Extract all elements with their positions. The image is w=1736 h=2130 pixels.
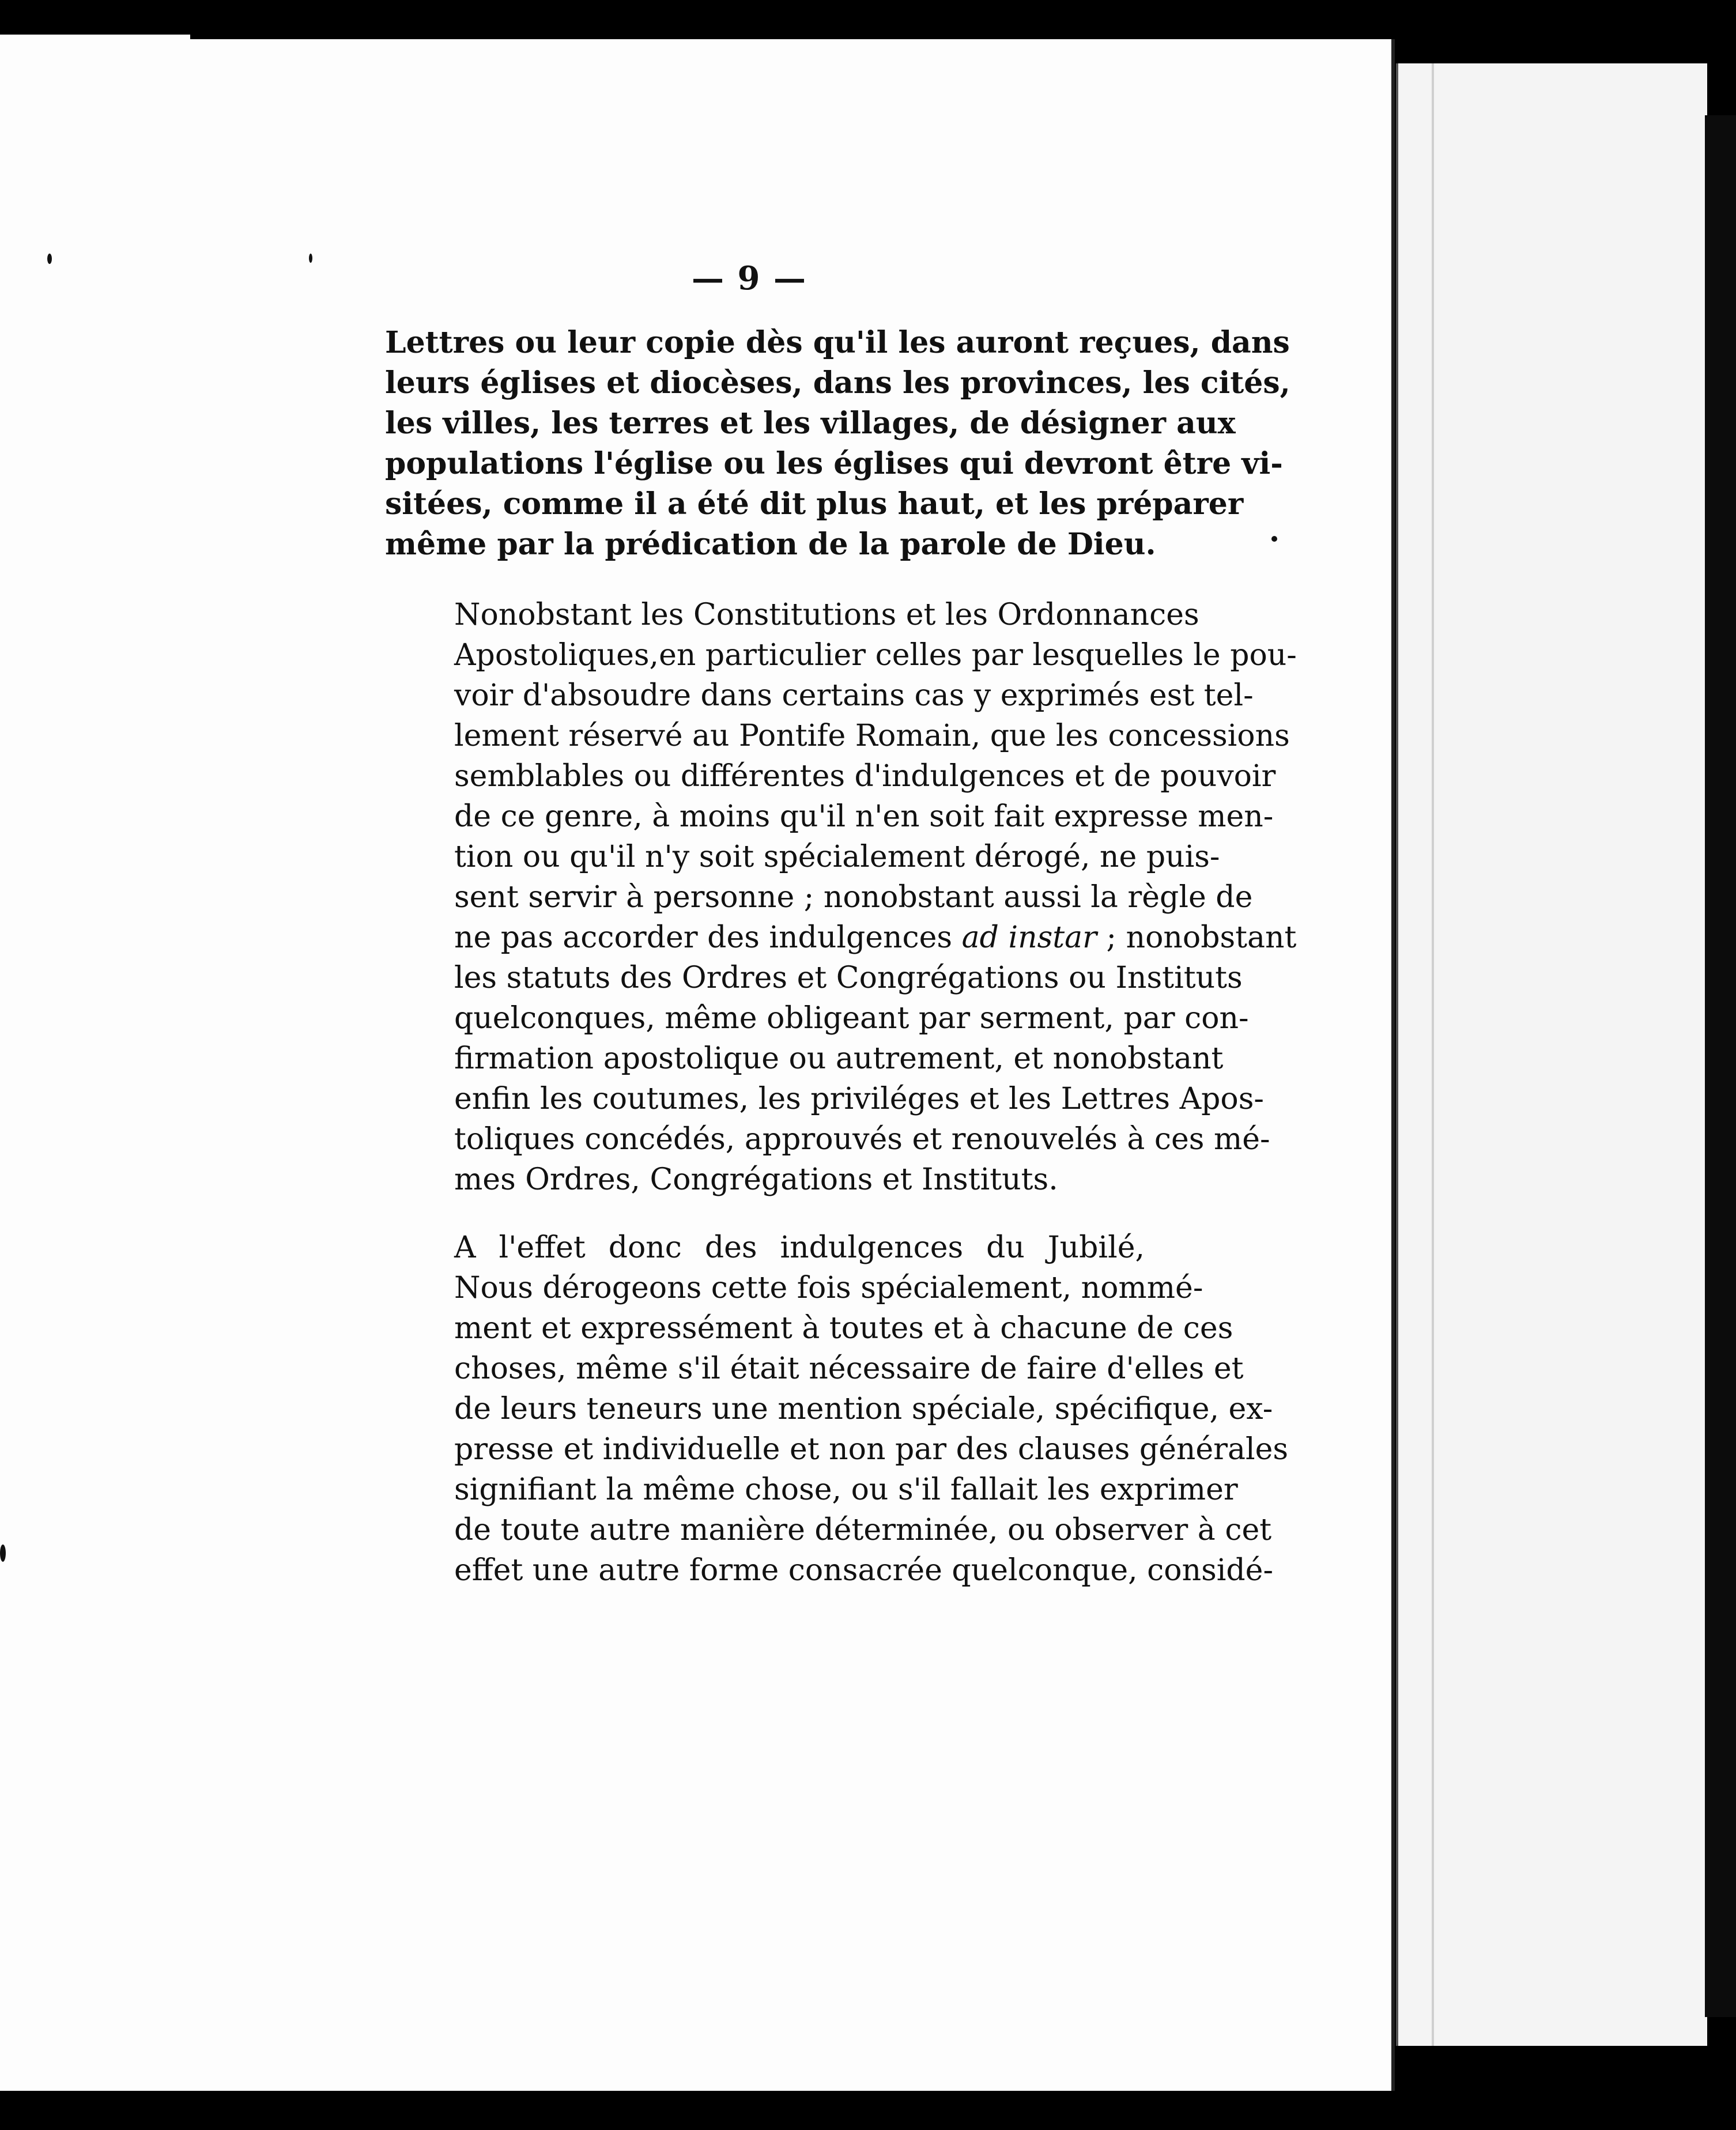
text-line: A l'effet donc des indulgences du Jubilé, (454, 1230, 1145, 1265)
text-line: même par la prédication de la parole de Dieu. (385, 527, 1156, 562)
scan-border-top (0, 0, 1736, 40)
text-line: de leurs teneurs une mention spéciale, spécifique, ex- (454, 1392, 1273, 1426)
text-line: ment et expressément à toutes et à chacune de ces (454, 1311, 1233, 1346)
text-line: firmation apostolique ou autrement, et nonobstant (454, 1041, 1224, 1076)
text-line: toliques concédés, approuvés et renouvelés à ces mé- (454, 1122, 1270, 1157)
scan-speck (309, 254, 312, 263)
page-number: — 9 — (692, 259, 807, 297)
text-line: Nonobstant les Constitutions et les Ordonnances (454, 598, 1199, 632)
paragraph-3 (385, 1228, 1289, 1591)
text-line: lement réservé au Pontife Romain, que les concessions (454, 719, 1290, 753)
text-line: enfin les coutumes, les priviléges et les Lettres Apos- (454, 1082, 1264, 1116)
text-line: tion ou qu'il n'y soit spécialement dérogé, ne puis- (454, 840, 1220, 874)
leaf-fold-line (1432, 63, 1434, 2046)
text-line: Nous dérogeons cette fois spécialement, nommé- (454, 1271, 1203, 1305)
scan-speck (0, 1544, 6, 1562)
text-line: sent servir à personne ; nonobstant aussi la règle de (454, 880, 1253, 915)
text-line: mes Ordres, Congrégations et Instituts. (454, 1162, 1058, 1197)
body-text (385, 323, 1297, 1591)
adjacent-leaf (1396, 63, 1707, 2046)
text-run: ; nonobstant (1097, 920, 1297, 955)
italic-phrase: ad instar (961, 920, 1097, 955)
text-line: Apostoliques,en particulier celles par lesquelles le pou- (454, 638, 1297, 673)
text-line: sitées, comme il a été dit plus haut, et les préparer (385, 486, 1244, 522)
text-line-with-italic (385, 917, 1297, 958)
text-line: effet une autre forme consacrée quelconque, considé- (454, 1553, 1274, 1588)
text-line: quelconques, même obligeant par serment, par con- (454, 1001, 1249, 1036)
text-line: populations l'église ou les églises qui devront être vi- (385, 446, 1283, 481)
text-line: de ce genre, à moins qu'il n'en soit fait expresse men- (454, 799, 1274, 834)
scan-speck (1271, 536, 1277, 542)
text-line: signifiant la même chose, ou s'il fallait les exprimer (454, 1472, 1238, 1507)
text-line: les villes, les terres et les villages, de désigner aux (385, 406, 1236, 441)
scan-border-right (1705, 115, 1736, 2017)
text-line: presse et individuelle et non par des clauses générales (454, 1432, 1289, 1467)
scan-border-bottom (0, 2091, 1736, 2130)
paragraph-1 (385, 323, 1290, 565)
text-line: leurs églises et diocèses, dans les provinces, les cités, (385, 365, 1290, 401)
text-run: ne pas accorder des indulgences (454, 920, 953, 955)
paragraph-2 (385, 595, 1297, 1200)
text-line: semblables ou différentes d'indulgences et de pouvoir (454, 759, 1276, 794)
scan-speck (47, 254, 52, 264)
text-line: les statuts des Ordres et Congrégations ou Instituts (454, 961, 1243, 995)
text-line: choses, même s'il était nécessaire de faire d'elles et (454, 1351, 1244, 1386)
text-line: Lettres ou leur copie dès qu'il les auront reçues, dans (385, 325, 1290, 360)
text-line: voir d'absoudre dans certains cas y exprimés est tel- (454, 678, 1254, 713)
torn-corner (0, 35, 190, 104)
text-line: de toute autre manière déterminée, ou observer à cet (454, 1513, 1272, 1547)
